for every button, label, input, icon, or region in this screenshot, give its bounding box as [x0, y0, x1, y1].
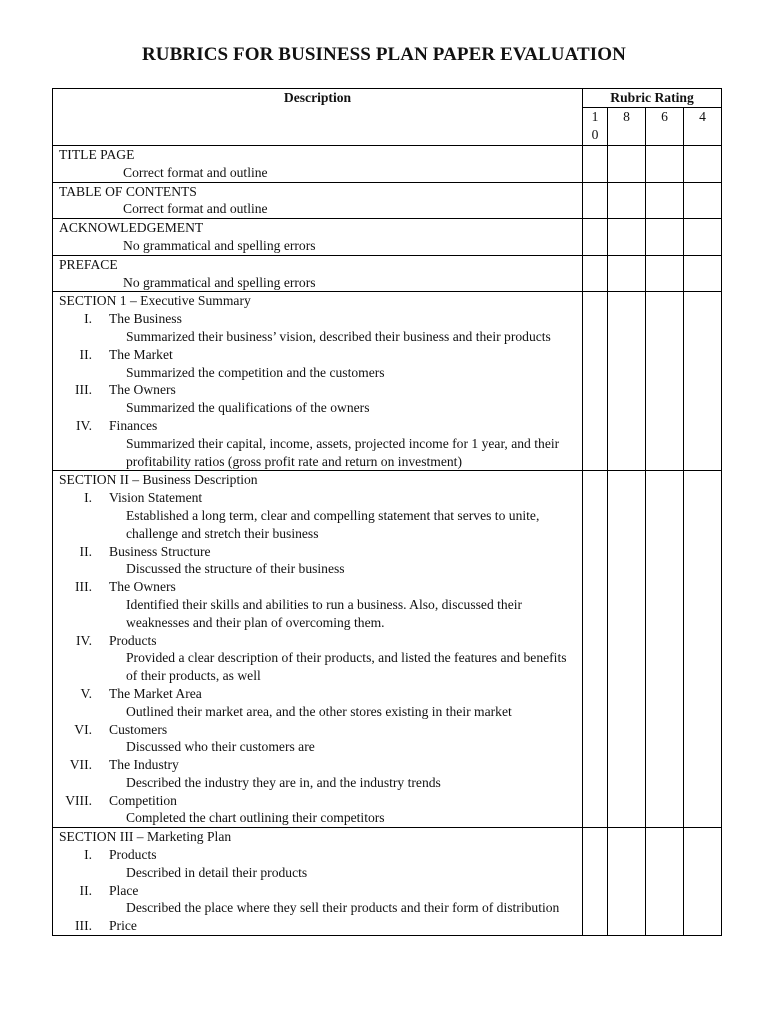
- criterion-item: [53, 685, 582, 703]
- criteria-cell: [53, 828, 583, 936]
- item-title: Price: [109, 918, 137, 934]
- item-number: III.: [75, 918, 92, 934]
- item-number: VI.: [74, 721, 92, 737]
- item-title: Business Structure: [109, 543, 211, 559]
- item-title: The Owners: [109, 579, 176, 595]
- description-header: Description: [53, 89, 583, 146]
- criterion-item: [53, 792, 582, 810]
- item-detail: Completed the chart outlining their competitors: [126, 810, 385, 826]
- criterion-item: [53, 381, 582, 399]
- item-title: Finances: [109, 417, 158, 433]
- criteria-cell: [53, 146, 583, 183]
- rubric-row: [53, 471, 722, 828]
- item-title: The Market Area: [109, 685, 202, 701]
- score-cell[interactable]: [583, 292, 608, 471]
- score-cell[interactable]: [608, 146, 646, 183]
- section-heading: PREFACE: [59, 256, 118, 272]
- score-cell[interactable]: [646, 471, 684, 828]
- rubric-row: [53, 219, 722, 256]
- rubric-row: [53, 146, 722, 183]
- criterion-item: [53, 756, 582, 774]
- item-number: IV.: [76, 417, 92, 433]
- item-number: VII.: [69, 757, 92, 773]
- item-number: III.: [75, 579, 92, 595]
- rating-10-header: 1 0: [583, 108, 608, 146]
- rating-4-header: 4: [684, 108, 722, 146]
- score-cell[interactable]: [583, 146, 608, 183]
- score-cell[interactable]: [646, 146, 684, 183]
- score-cell[interactable]: [583, 182, 608, 219]
- item-number: VIII.: [65, 792, 92, 808]
- score-cell[interactable]: [684, 219, 722, 256]
- item-detail: Discussed the structure of their business: [126, 561, 345, 577]
- item-number: I.: [84, 847, 92, 863]
- criteria-cell: [53, 471, 583, 828]
- item-detail: Described the industry they are in, and the industry trends: [126, 774, 441, 790]
- score-cell[interactable]: [684, 182, 722, 219]
- criteria-cell: [53, 255, 583, 292]
- item-number: V.: [80, 685, 92, 701]
- item-number: I.: [84, 490, 92, 506]
- section-heading: TITLE PAGE: [59, 147, 135, 162]
- item-title: The Owners: [109, 382, 176, 398]
- criterion-item: [53, 346, 582, 364]
- rubric-row: [53, 828, 722, 936]
- score-cell[interactable]: [583, 828, 608, 936]
- criterion-item: [53, 543, 582, 561]
- item-detail: Summarized the competition and the customers: [126, 364, 385, 380]
- rubric-row: [53, 292, 722, 471]
- score-cell[interactable]: [608, 219, 646, 256]
- item-detail: Outlined their market area, and the other stores existing in their market: [126, 703, 512, 719]
- section-heading: TABLE OF CONTENTS: [59, 183, 197, 199]
- score-cell[interactable]: [646, 219, 684, 256]
- score-cell[interactable]: [684, 255, 722, 292]
- criterion-item: [53, 310, 582, 328]
- item-number: IV.: [76, 632, 92, 648]
- section-heading: ACKNOWLEDGEMENT: [59, 220, 204, 236]
- rubric-row: [53, 182, 722, 219]
- item-detail: Described in detail their products: [126, 864, 308, 880]
- rating-6-header: 6: [646, 108, 684, 146]
- item-title: The Business: [109, 311, 182, 327]
- item-title: Customers: [109, 721, 168, 737]
- item-title: Competition: [109, 792, 177, 808]
- section-heading: SECTION III – Marketing Plan: [59, 829, 232, 845]
- score-cell[interactable]: [608, 255, 646, 292]
- score-cell[interactable]: [583, 471, 608, 828]
- rating-8-header: 8: [608, 108, 646, 146]
- criterion-item: [53, 917, 582, 935]
- score-cell[interactable]: [646, 255, 684, 292]
- criterion-item: [53, 846, 582, 864]
- score-cell[interactable]: [608, 471, 646, 828]
- item-title: Vision Statement: [109, 490, 203, 506]
- criteria-cell: [53, 219, 583, 256]
- score-cell[interactable]: [608, 828, 646, 936]
- item-number: II.: [79, 346, 92, 362]
- item-detail: Identified their skills and abilities to run a business. Also, discussed their weaknesses and their plan of overcoming them.: [126, 596, 523, 630]
- criterion-text: Correct format and outline: [123, 201, 268, 217]
- rubric-rating-header: Rubric Rating: [583, 89, 722, 108]
- item-title: Place: [109, 882, 139, 898]
- criterion-item: [53, 417, 582, 435]
- score-cell[interactable]: [646, 828, 684, 936]
- score-cell[interactable]: [583, 255, 608, 292]
- criterion-item: [53, 882, 582, 900]
- item-detail: Discussed who their customers are: [126, 739, 315, 755]
- item-title: Products: [109, 847, 157, 863]
- score-cell[interactable]: [684, 471, 722, 828]
- criteria-cell: [53, 182, 583, 219]
- item-detail: Summarized their capital, income, assets, projected income for 1 year, and their profitability ratios (gross profit rate and return on investment): [126, 435, 560, 469]
- item-number: II.: [79, 882, 92, 898]
- score-cell[interactable]: [684, 828, 722, 936]
- item-title: Products: [109, 632, 157, 648]
- document-title: RUBRICS FOR BUSINESS PLAN PAPER EVALUATION: [141, 44, 627, 65]
- score-cell[interactable]: [646, 182, 684, 219]
- section-heading: SECTION 1 – Executive Summary: [59, 293, 251, 309]
- item-detail: Described the place where they sell their products and their form of distribution: [126, 900, 560, 916]
- score-cell[interactable]: [684, 292, 722, 471]
- item-detail: Summarized the qualifications of the owners: [126, 400, 370, 416]
- criterion-item: [53, 632, 582, 650]
- item-title: The Market: [109, 346, 173, 362]
- item-detail: Summarized their business’ vision, described their business and their products: [126, 328, 551, 344]
- criterion-item: [53, 489, 582, 507]
- criterion-item: [53, 578, 582, 596]
- rubric-table: [52, 88, 722, 936]
- item-detail: Provided a clear description of their products, and listed the features and benefits of their products, as well: [126, 650, 567, 684]
- score-cell[interactable]: [608, 182, 646, 219]
- criterion-text: Correct format and outline: [123, 164, 268, 180]
- rubric-row: [53, 255, 722, 292]
- score-cell[interactable]: [608, 292, 646, 471]
- item-title: The Industry: [109, 757, 179, 773]
- criterion-item: [53, 721, 582, 739]
- score-cell[interactable]: [684, 146, 722, 183]
- section-heading: SECTION II – Business Description: [59, 472, 258, 488]
- item-detail: Established a long term, clear and compelling statement that serves to unite, challenge and stretch their business: [126, 507, 540, 541]
- criterion-text: No grammatical and spelling errors: [123, 274, 316, 290]
- criterion-text: No grammatical and spelling errors: [123, 237, 316, 253]
- score-cell[interactable]: [583, 219, 608, 256]
- item-number: II.: [79, 543, 92, 559]
- score-cell[interactable]: [646, 292, 684, 471]
- criteria-cell: [53, 292, 583, 471]
- item-number: III.: [75, 382, 92, 398]
- item-number: I.: [84, 311, 92, 327]
